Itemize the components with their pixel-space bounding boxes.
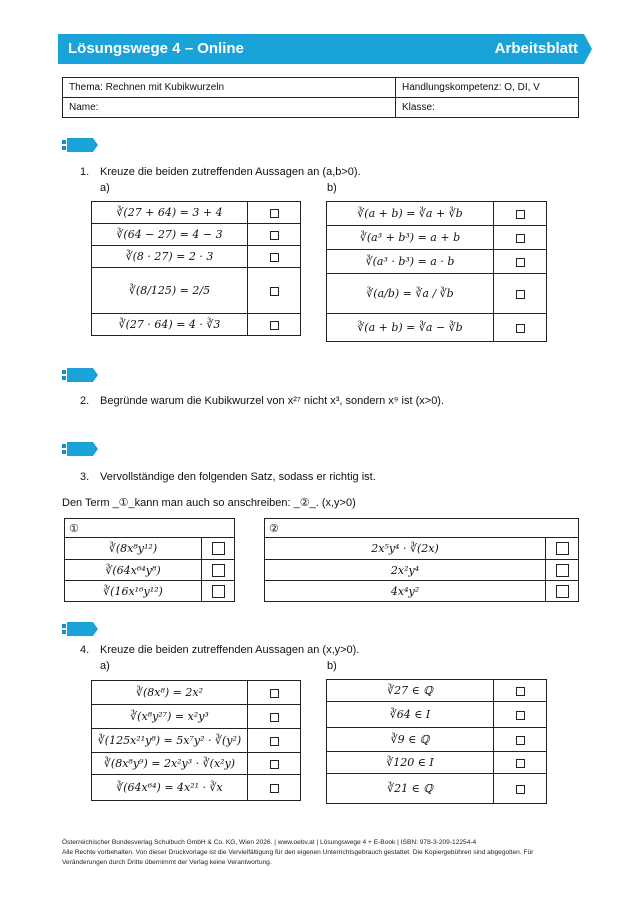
footer-line: Österreichischer Bundesverlag Schulbuch GmbH & Co. KG, Wien 2026. | www.oebv.at | Lösungswege 4 + E-Book | ISBN: 978-3-209-12254-4 xyxy=(62,839,477,846)
q4-a-label: a) xyxy=(100,660,110,672)
checkbox[interactable] xyxy=(556,564,569,577)
question-4: 4. Kreuze die beiden zutreffenden Aussagen an (x,y>0). xyxy=(80,644,360,656)
checkbox[interactable] xyxy=(270,713,279,722)
checkbox[interactable] xyxy=(516,290,525,299)
checkbox[interactable] xyxy=(212,564,225,577)
task-badge-icon xyxy=(62,622,98,636)
checkbox[interactable] xyxy=(212,542,225,555)
checkbox[interactable] xyxy=(270,231,279,240)
statement: ∛(a³ · b³) = a · b xyxy=(327,250,494,274)
q1-a-table xyxy=(91,201,301,336)
thema-cell: Thema: Rechnen mit Kubikwurzeln xyxy=(63,78,396,98)
klasse-field[interactable]: Klasse: xyxy=(396,98,579,118)
statement: ∛(a³ + b³) = a + b xyxy=(327,226,494,250)
option: 2x⁵y⁴ · ∛(2x) xyxy=(265,538,546,560)
statement: ∛(8x⁸y⁹) = 2x²y³ · ∛(x²y) xyxy=(92,753,248,775)
q3-sentence: Den Term _①_kann man auch so anschreiben: _②_. (x,y>0) xyxy=(62,497,356,509)
info-table xyxy=(62,77,579,118)
statement: ∛(a/b) = ∛a / ∛b xyxy=(327,274,494,314)
q1-a-label: a) xyxy=(100,182,110,194)
checkbox[interactable] xyxy=(516,258,525,267)
statement: ∛(27 + 64) = 3 + 4 xyxy=(92,202,248,224)
option: 2x²y⁴ xyxy=(265,560,546,581)
statement: ∛(a + b) = ∛a − ∛b xyxy=(327,314,494,342)
footer xyxy=(62,838,582,868)
checkbox[interactable] xyxy=(270,209,279,218)
task-badge-icon xyxy=(62,368,98,382)
statement: ∛(a + b) = ∛a + ∛b xyxy=(327,202,494,226)
statement: ∛120 ∈ I xyxy=(327,752,494,774)
statement: ∛(64x⁶⁴) = 4x²¹ · ∛x xyxy=(92,775,248,801)
checkbox[interactable] xyxy=(556,585,569,598)
checkbox[interactable] xyxy=(212,585,225,598)
checkbox[interactable] xyxy=(516,210,525,219)
option: ∛(64x⁶⁴y⁸) xyxy=(65,560,202,581)
header-type: Arbeitsblatt xyxy=(494,40,578,57)
statement: ∛(x⁸y²⁷) = x²y³ xyxy=(92,705,248,729)
question-1: 1. Kreuze die beiden zutreffenden Aussagen an (a,b>0). xyxy=(80,166,361,178)
question-2: 2. Begründe warum die Kubikwurzel von x²⁷ nicht x³, sondern x⁹ ist (x>0). xyxy=(80,395,445,407)
statement: ∛(8x⁸) = 2x² xyxy=(92,681,248,705)
statement: ∛(125x²¹y⁸) = 5x⁷y² · ∛(y²) xyxy=(92,729,248,753)
kompetenz-cell: Handlungskompetenz: O, DI, V xyxy=(396,78,579,98)
table-header: ① xyxy=(65,519,235,538)
option: ∛(16x¹⁶y¹²) xyxy=(65,581,202,602)
q1-b-label: b) xyxy=(327,182,337,194)
statement: ∛(64 − 27) = 4 − 3 xyxy=(92,224,248,246)
question-3: 3. Vervollständige den folgenden Satz, sodass er richtig ist. xyxy=(80,471,376,483)
statement: ∛9 ∈ ℚ xyxy=(327,728,494,752)
checkbox[interactable] xyxy=(270,321,279,330)
table-header: ② xyxy=(265,519,579,538)
footer-line: Veränderungen durch Dritte übernimmt der Verlag keine Verantwortung. xyxy=(62,859,272,866)
q1-b-table xyxy=(326,201,547,342)
statement: ∛21 ∈ ℚ xyxy=(327,774,494,804)
statement: ∛(27 · 64) = 4 · ∛3 xyxy=(92,314,248,336)
q3-table-1 xyxy=(64,518,235,602)
checkbox[interactable] xyxy=(270,784,279,793)
option: 4x⁴y² xyxy=(265,581,546,602)
checkbox[interactable] xyxy=(516,711,525,720)
checkbox[interactable] xyxy=(270,253,279,262)
q4-b-table xyxy=(326,679,547,804)
statement: ∛64 ∈ I xyxy=(327,702,494,728)
header-banner xyxy=(58,34,584,64)
statement: ∛(8/125) = 2/5 xyxy=(92,268,248,314)
checkbox[interactable] xyxy=(516,687,525,696)
checkbox[interactable] xyxy=(270,287,279,296)
statement: ∛(8 · 27) = 2 · 3 xyxy=(92,246,248,268)
checkbox[interactable] xyxy=(556,542,569,555)
option: ∛(8x⁸y¹²) xyxy=(65,538,202,560)
checkbox[interactable] xyxy=(270,760,279,769)
checkbox[interactable] xyxy=(516,759,525,768)
q3-table-2 xyxy=(264,518,579,602)
checkbox[interactable] xyxy=(270,689,279,698)
task-badge-icon xyxy=(62,138,98,152)
statement: ∛27 ∈ ℚ xyxy=(327,680,494,702)
checkbox[interactable] xyxy=(516,234,525,243)
q4-b-label: b) xyxy=(327,660,337,672)
header-title: Lösungswege 4 – Online xyxy=(68,40,244,57)
checkbox[interactable] xyxy=(516,324,525,333)
q4-a-table xyxy=(91,680,301,801)
checkbox[interactable] xyxy=(270,737,279,746)
name-field[interactable]: Name: xyxy=(63,98,396,118)
checkbox[interactable] xyxy=(516,785,525,794)
task-badge-icon xyxy=(62,442,98,456)
footer-line: Alle Rechte vorbehalten. Von dieser Druckvorlage ist die Vervielfältigung für den eigenen Unterrichtsgebrauch gestattet. Die Kopiergebühren sind abgegolten. Für xyxy=(62,849,534,856)
checkbox[interactable] xyxy=(516,736,525,745)
